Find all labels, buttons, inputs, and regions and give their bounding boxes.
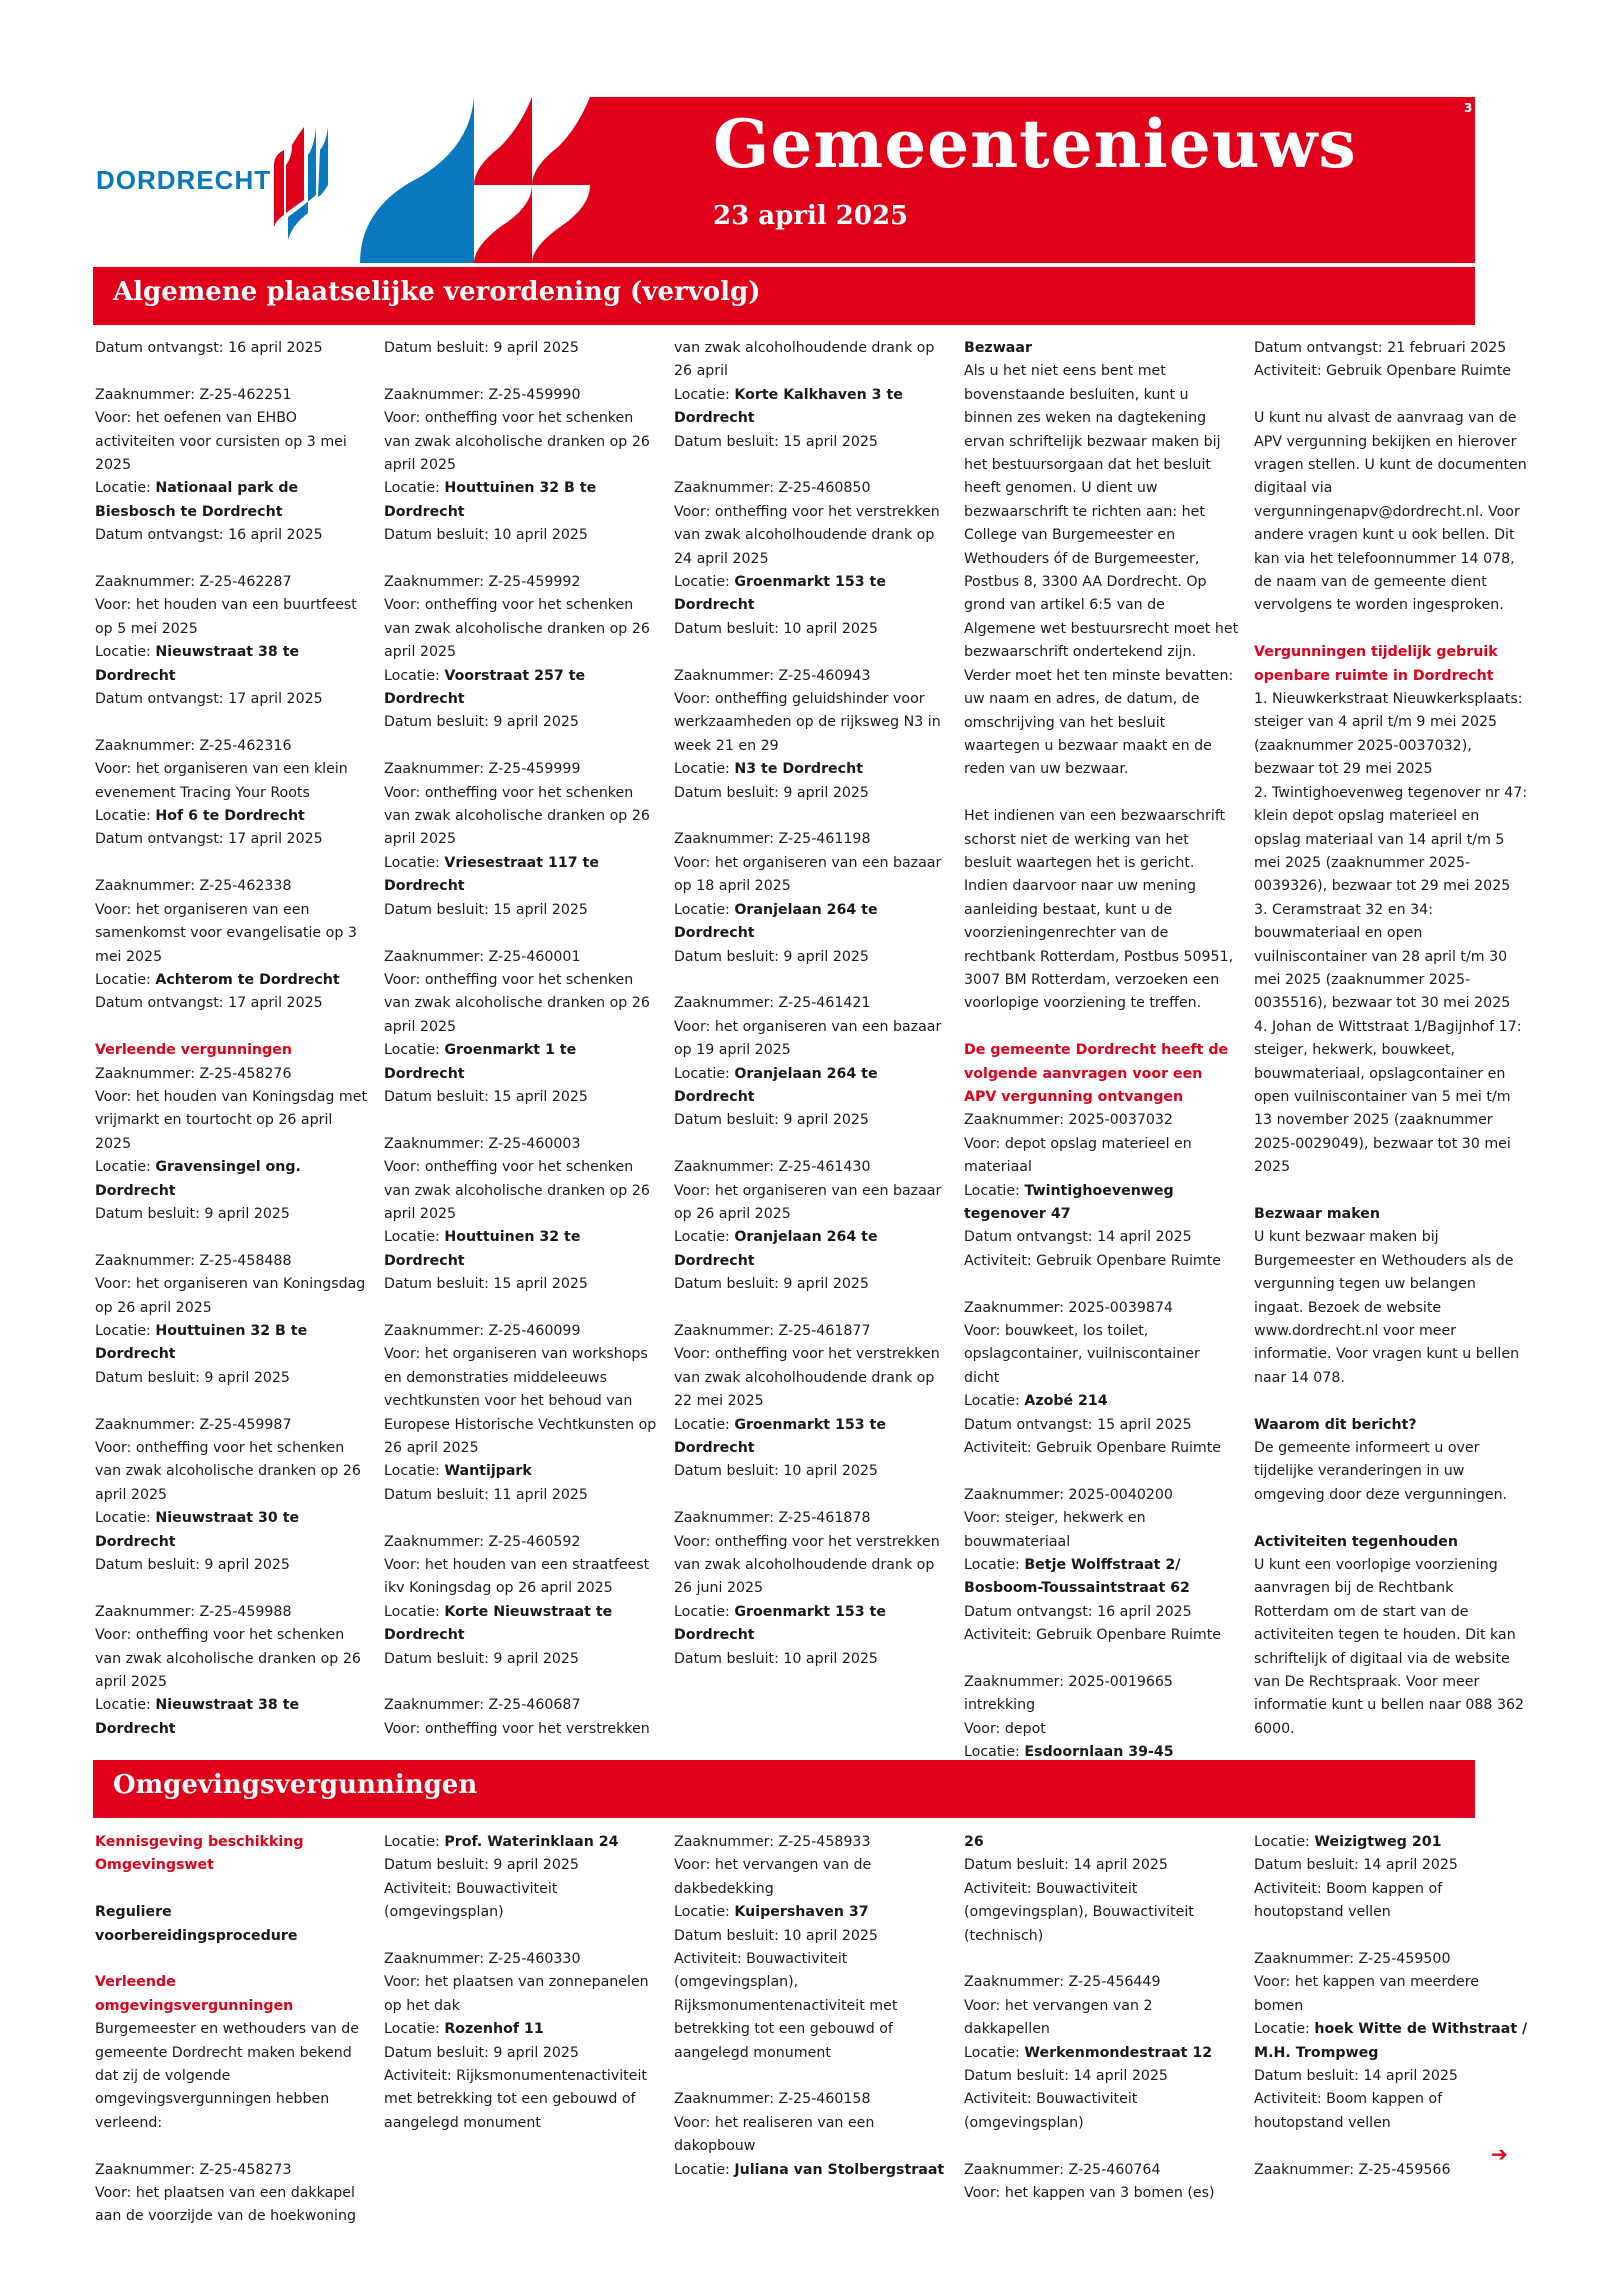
list-item [674, 2088, 949, 2182]
activiteit: Activiteit: Bouwactiviteit (omgevingsplan) [384, 1880, 558, 1921]
list-item: 3. Ceramstraat 32 en 34: bouwmateriaal en open vuilniscontainer van 28 april t/m 30 mei 2025 (zaaknummer 2025-0035516), bezwaar tot 30 mei 2025 [1254, 901, 1511, 1012]
list-item [964, 2159, 1239, 2206]
datum: Datum ontvangst: 17 april 2025 [95, 831, 323, 848]
list-item [384, 1948, 659, 2135]
datum: Datum besluit: 9 april 2025 [95, 1369, 290, 1386]
locatie: Locatie: Gravensingel ong. Dordrecht [95, 1159, 301, 1199]
zaaknummer: Zaaknummer: Z-25-458273 [95, 2161, 292, 2178]
masthead-title: Gemeentenieuws [713, 105, 1357, 183]
list-item [95, 571, 370, 711]
voor: van zwak alcoholhoudende drank op 26 april [674, 340, 935, 380]
datum: Datum besluit: 15 april 2025 [674, 433, 878, 450]
zaaknummer: Zaaknummer: Z-25-460764 [964, 2161, 1161, 2178]
voor: Voor: bouwkeet, los toilet, opslagcontainer, vuilniscontainer dicht [964, 1323, 1200, 1386]
locatie: Locatie: Houttuinen 32 te Dordrecht [384, 1229, 581, 1269]
datum: Datum ontvangst: 15 april 2025 [964, 1416, 1192, 1433]
apv-column-1 [95, 337, 370, 1741]
list-item [674, 1156, 949, 1296]
voor: Voor: ontheffing voor het schenken van zwak alcoholische dranken op 26 april 2025 [95, 1627, 361, 1691]
list-item [964, 1971, 1239, 2135]
voor: Voor: het organiseren van een bazaar op 26 april 2025 [674, 1182, 942, 1222]
intro-text: Burgemeester en wethouders van de gemeente Dordrecht maken bekend dat zij de volgende omgevingsvergunningen hebben verleend: [95, 2021, 359, 2131]
voor: Voor: ontheffing voor het verstrekken [384, 1720, 650, 1737]
activiteit: Activiteit: Bouwactiviteit (omgevingsplan) [964, 2091, 1138, 2131]
voor: Voor: het realiseren van een dakopbouw [674, 2114, 875, 2155]
zaaknummer: Zaaknummer: Z-25-456449 [964, 1974, 1161, 1991]
section-header-apv [93, 267, 1475, 325]
locatie: Locatie: Betje Wolffstraat 2/ Bosboom-Toussaintstraat 62 [964, 1557, 1190, 1597]
datum: Datum besluit: 9 april 2025 [384, 1857, 579, 1874]
voor: Voor: het houden van een straatfeest ikv Koningsdag op 26 april 2025 [384, 1557, 650, 1597]
voor: Voor: ontheffing voor het verstrekken van zwak alcoholhoudende drank op 22 mei 2025 [674, 1346, 940, 1410]
zaaknummer: Zaaknummer: Z-25-461198 [674, 831, 871, 848]
locatie: Locatie: Nieuwstraat 30 te Dordrecht [95, 1510, 300, 1550]
list-item: 4. Johan de Wittstraat 1/Bagijnhof 17: steiger, hekwerk, bouwkeet, bouwmateriaal, opslagcontainer en open vuilniscontainer van 5 mei t/m 13 november 2025 (zaaknummer 2025-0029049), bezwaar tot 30 mei 2025 [1254, 1018, 1522, 1176]
voor: Voor: steiger, hekwerk en bouwmateriaal [964, 1510, 1146, 1550]
datum: Datum ontvangst: 16 april 2025 [95, 527, 323, 544]
datum: Datum ontvangst: 17 april 2025 [95, 691, 323, 708]
locatie: Locatie: Weizigtweg 201 [1254, 1834, 1442, 1850]
locatie: Locatie: Houttuinen 32 B te Dordrecht [384, 480, 597, 520]
subheading-verleende-omgevingsvergunningen: Verleende omgevingsvergunningen [95, 1974, 294, 2014]
datum: Datum ontvangst: 14 april 2025 [964, 1229, 1192, 1246]
zaaknummer: Zaaknummer: Z-25-458933 [674, 1834, 871, 1850]
section-header-omgevingsvergunningen [93, 1760, 1475, 1818]
zaaknummer: Zaaknummer: Z-25-459988 [95, 1603, 292, 1620]
zaaknummer: Zaaknummer: Z-25-459990 [384, 386, 581, 403]
activiteit: Activiteit: Gebruik Openbare Ruimte [964, 1440, 1222, 1457]
datum: Datum besluit: 9 april 2025 [674, 948, 869, 965]
list-item [384, 1133, 659, 1297]
locatie: Locatie: Werkenmondestraat 12 [964, 2044, 1213, 2061]
datum: Datum besluit: 9 april 2025 [384, 1650, 579, 1667]
subheading-procedure: Reguliere voorbereidingsprocedure [95, 1904, 298, 1944]
locatie: Locatie: Korte Nieuwstraat te Dordrecht [384, 1603, 613, 1644]
list-item [964, 1109, 1239, 1273]
voor: Voor: het plaatsen van een dakkapel aan de voorzijde van de hoekwoning [95, 2185, 356, 2225]
datum: Datum besluit: 10 april 2025 [384, 527, 588, 544]
activiteit: Activiteit: Gebruik Openbare Ruimte [964, 1627, 1222, 1644]
voor: Voor: het organiseren van een bazaar op 18 april 2025 [674, 854, 942, 895]
datum: Datum besluit: 9 april 2025 [384, 2044, 579, 2061]
info-text: U kunt nu alvast de aanvraag van de APV vergunning bekijken en hierover vragen stellen. U kunt de documenten digitaal via vergunningenapv@dordrecht.nl. Voor andere vragen kunt u ook bellen. Dit kan via het telefoonnummer 14 078, de naam van de gemeente dient vervolgens te worden ingesproken. [1254, 410, 1527, 614]
locatie: Locatie: Groenmarkt 153 te Dordrecht [674, 1603, 886, 1644]
datum: Datum ontvangst: 16 april 2025 [964, 1603, 1192, 1620]
locatie: Locatie: Voorstraat 257 te Dordrecht [384, 667, 586, 708]
voor: Voor: het kappen van meerdere bomen [1254, 1974, 1479, 2014]
voor: Voor: het organiseren van een klein evenement Tracing Your Roots [95, 761, 348, 801]
voor: Voor: het houden van een buurtfeest op 5 mei 2025 [95, 597, 357, 637]
list-item [674, 828, 949, 968]
zaaknummer: Zaaknummer: Z-25-461878 [674, 1510, 871, 1527]
list-item [674, 477, 949, 641]
activiteit: Activiteit: Rijksmonumentenactiviteit met betrekking tot een gebouwd of aangelegd monument [384, 2068, 647, 2131]
zaaknummer: Zaaknummer: Z-25-460003 [384, 1135, 581, 1152]
list-item: 1. Nieuwkerkstraat Nieuwkerksplaats: steiger van 4 april t/m 9 mei 2025 (zaaknummer 2025-0037032), bezwaar tot 29 mei 2025 [1254, 691, 1523, 778]
list-item [674, 1320, 949, 1484]
list-item [384, 384, 659, 548]
subheading-bezwaar: Bezwaar [964, 340, 1032, 356]
list-item [1254, 1831, 1529, 1925]
page-number: 3 [1464, 101, 1473, 115]
list-item [384, 758, 659, 922]
datum: Datum ontvangst: 17 april 2025 [95, 995, 323, 1012]
datum: Datum besluit: 9 april 2025 [95, 1557, 290, 1574]
voor: Voor: ontheffing voor het schenken van zwak alcoholische dranken op 26 april 2025 [384, 597, 650, 661]
voor: Voor: het vervangen van 2 dakkapellen [964, 1997, 1153, 2038]
zaaknummer: Zaaknummer: Z-25-460850 [674, 480, 871, 497]
list-item [95, 1414, 370, 1578]
locatie: Locatie: Wantijpark [384, 1463, 532, 1480]
zaaknummer: Zaaknummer: 2025-0037032 [964, 1112, 1173, 1129]
zaaknummer: Zaaknummer: Z-25-460158 [674, 2091, 871, 2108]
voor: Voor: het organiseren van een bazaar op 19 april 2025 [674, 1018, 942, 1059]
list-item [674, 665, 949, 805]
locatie: Locatie: Azobé 214 [964, 1393, 1108, 1410]
omgeving-column-1 [95, 1831, 370, 2229]
locatie: Locatie: Achterom te Dordrecht [95, 971, 340, 988]
voor: Voor: ontheffing voor het schenken van zwak alcoholische dranken op 26 april 2025 [384, 1159, 650, 1222]
subheading-kennisgeving: Kennisgeving beschikking Omgevingswet [95, 1834, 304, 1874]
voor: Voor: ontheffing voor het verstrekken van zwak alcoholhoudende drank op 24 april 2025 [674, 503, 940, 567]
omgeving-column-3 [674, 1831, 949, 2182]
datum: Datum besluit: 9 april 2025 [674, 1112, 869, 1129]
subheading-verleende-vergunningen: Verleende vergunningen [95, 1042, 292, 1059]
locatie: Locatie: Nieuwstraat 38 te Dordrecht [95, 644, 300, 684]
voor: Voor: het vervangen van de dakbedekking [674, 1857, 872, 1897]
zaaknummer: Zaaknummer: Z-25-459999 [384, 761, 581, 778]
datum: Datum besluit: 10 april 2025 [674, 1463, 878, 1480]
locatie: Locatie: Korte Kalkhaven 3 te Dordrecht [674, 386, 903, 427]
zaaknummer: Zaaknummer: Z-25-458276 [95, 1065, 292, 1082]
locatie: Locatie: Esdoornlaan 39-45 [964, 1744, 1174, 1761]
list-item [384, 1531, 659, 1671]
subheading-apv-aanvragen: De gemeente Dordrecht heeft de volgende aanvragen voor een APV vergunning ontvangen [964, 1042, 1229, 1105]
list-item [384, 1831, 659, 1925]
bezwaar-text: Als u het niet eens bent met bovenstaande besluiten, kunt u binnen zes weken na dagtekening ervan schriftelijk bezwaar maken bij het bestuursorgaan dat het besluit heeft genomen. U dient uw bezwaarschrift te richten aan: het College van Burgemeester en Wethouders óf de Burgemeester, Postbus 8, 3300 AA Dordrecht. Op grond van artikel 6:5 van de Algemene wet bestuursrecht moet het bezwaarschrift ondertekend zijn. Verder moet het ten minste bevatten: uw naam en adres, de datum, de omschrijving van het besluit waartegen u bezwaar maakt en de reden van uw bezwaar. [964, 363, 1239, 778]
voor: Voor: ontheffing voor het schenken van zwak alcoholische dranken op 26 april 2025 [95, 1439, 361, 1503]
zaaknummer: Zaaknummer: Z-25-460687 [384, 1697, 581, 1714]
list-item [384, 571, 659, 735]
list-item [95, 1250, 370, 1390]
subheading-bezwaar-maken: Bezwaar maken [1254, 1205, 1381, 1222]
datum: Datum ontvangst: 21 februari 2025 [1254, 340, 1507, 356]
datum: Datum besluit: 9 april 2025 [384, 340, 579, 356]
locatie: Locatie: Prof. Waterinklaan 24 [384, 1834, 619, 1850]
list-item: 2. Twintighoevenweg tegenover nr 47: klein depot opslag materieel en opslag materiaal van 14 april t/m 5 mei 2025 (zaaknummer 2025-0039326), bezwaar tot 29 mei 2025 [1254, 784, 1528, 895]
zaaknummer: Zaaknummer: Z-25-461877 [674, 1322, 871, 1339]
locatie: Locatie: Twintighoevenweg tegenover 47 [964, 1182, 1174, 1222]
list-item [95, 384, 370, 548]
datum: Datum besluit: 14 april 2025 [964, 2068, 1168, 2085]
list-item [964, 1297, 1239, 1461]
list-item [95, 1601, 370, 1741]
logo-mark-icon [272, 125, 342, 240]
locatie: Locatie: Groenmarkt 153 te Dordrecht [674, 1416, 886, 1456]
voor: Voor: het plaatsen van zonnepanelen op het dak [384, 1974, 649, 2014]
activiteit: Activiteit: Gebruik Openbare Ruimte [1254, 363, 1512, 380]
omgeving-column-4 [964, 1831, 1239, 2205]
locatie: Locatie: Houttuinen 32 B te Dordrecht [95, 1322, 308, 1363]
activiteit: Activiteit: Bouwactiviteit (omgevingsplan), Bouwactiviteit (technisch) [964, 1880, 1194, 1944]
list-item [964, 1831, 1239, 1948]
voor: Voor: ontheffing voor het schenken van zwak alcoholische dranken op 26 april 2025 [384, 410, 650, 474]
locatie: Locatie: Rozenhof 11 [384, 2021, 544, 2038]
zaaknummer: Zaaknummer: 2025-0040200 [964, 1486, 1173, 1503]
apv-column-5 [1254, 337, 1529, 1741]
voor: Voor: ontheffing voor het schenken van zwak alcoholische dranken op 26 april 2025 [384, 971, 650, 1035]
omgeving-column-5 [1254, 1831, 1529, 2182]
locatie: Locatie: Vriesestraat 117 te Dordrecht [384, 854, 599, 895]
zaaknummer: Zaaknummer: Z-25-461421 [674, 995, 871, 1012]
locatie: Locatie: hoek Witte de Withstraat / M.H. Trompweg [1254, 2021, 1528, 2061]
locatie: Locatie: Oranjelaan 264 te Dordrecht [674, 1065, 878, 1105]
bezwaar-text-2: Het indienen van een bezwaarschrift schorst niet de werking van het besluit waartegen het is gericht. Indien daarvoor naar uw mening aanleiding bestaat, kunt u de voorzieningenrechter van de rechtbank Rotterdam, Postbus 50951, 3007 BM Rotterdam, verzoeken een voorlopige voorziening te treffen. [964, 808, 1234, 1012]
datum: Datum besluit: 14 april 2025 [1254, 1857, 1458, 1874]
voor: Voor: ontheffing voor het verstrekken van zwak alcoholhoudende drank op 26 juni 2025 [674, 1533, 940, 1597]
tegenhouden-text: U kunt een voorlopige voorziening aanvragen bij de Rechtbank Rotterdam om de start van de activiteiten tegen te houden. Dit kan schriftelijk of digitaal via de website van De Rechtspraak. Voor meer informatie kunt u bellen naar 088 362 6000. [1254, 1557, 1525, 1737]
datum: Datum besluit: 15 april 2025 [384, 1088, 588, 1105]
list-item [95, 1063, 370, 1227]
apv-column-4 [964, 337, 1239, 1765]
zaaknummer: Zaaknummer: Z-25-460330 [384, 1951, 581, 1968]
datum: Datum besluit: 15 april 2025 [384, 1276, 588, 1293]
list-item [674, 992, 949, 1132]
issue-date: 23 april 2025 [713, 201, 909, 231]
apv-column-2 [384, 337, 659, 1741]
zaaknummer: Zaaknummer: Z-25-459500 [1254, 1951, 1451, 1968]
zaaknummer: Zaaknummer: Z-25-459987 [95, 1416, 292, 1433]
locatie: Locatie: N3 te Dordrecht [674, 761, 863, 778]
zaaknummer: Zaaknummer: Z-25-460001 [384, 948, 581, 965]
list-item [95, 2159, 370, 2229]
zaaknummer: Zaaknummer: Z-25-458488 [95, 1252, 292, 1269]
datum: Datum besluit: 10 april 2025 [674, 1650, 878, 1667]
zaaknummer: Zaaknummer: Z-25-462287 [95, 574, 292, 591]
locatie: Locatie: Juliana van Stolbergstraat [674, 2161, 945, 2178]
subheading-waarom: Waarom dit bericht? [1254, 1416, 1417, 1433]
voor: Voor: ontheffing geluidshinder voor werkzaamheden op de rijksweg N3 in week 21 en 29 [674, 691, 941, 754]
omgeving-column-2 [384, 1831, 659, 2135]
voor: Voor: het organiseren van een samenkomst voor evangelisatie op 3 mei 2025 [95, 901, 357, 965]
locatie: 26 [964, 1834, 984, 1850]
subheading-tegenhouden: Activiteiten tegenhouden [1254, 1533, 1458, 1550]
waarom-text: De gemeente informeert u over tijdelijke veranderingen in uw omgeving door deze vergunningen. [1254, 1440, 1508, 1503]
bezwaar-maken-text: U kunt bezwaar maken bij Burgemeester en Wethouders als de vergunning tegen uw belangen ingaat. Bezoek de website www.dordrecht.nl voor meer informatie. Voor vragen kunt u bellen naar 14 078. [1254, 1229, 1520, 1386]
datum: Datum besluit: 15 april 2025 [384, 901, 588, 918]
locatie: Locatie: Oranjelaan 264 te Dordrecht [674, 1229, 878, 1269]
zaaknummer: Zaaknummer: 2025-0039874 [964, 1299, 1173, 1316]
section-title: Omgevingsvergunningen [113, 1770, 478, 1800]
masthead [697, 97, 1475, 263]
logo-text: DORDRECHT [96, 165, 272, 195]
next-page-arrow-icon[interactable]: ➔ [1491, 2142, 1508, 2166]
list-item [674, 1507, 949, 1671]
list-item [964, 1484, 1239, 1648]
list-item [1254, 1948, 1529, 2135]
datum: Datum besluit: 9 april 2025 [95, 1205, 290, 1222]
list-item [384, 1320, 659, 1507]
voor: Voor: het organiseren van workshops en demonstraties middeleeuws vechtkunsten voor het behoud van Europese Historische Vechtkunsten op 26 april 2025 [384, 1346, 657, 1456]
datum: Datum besluit: 14 april 2025 [1254, 2068, 1458, 2085]
datum: Datum besluit: 10 april 2025 [674, 620, 878, 637]
locatie: Locatie: Groenmarkt 153 te Dordrecht [674, 574, 886, 614]
zaaknummer: Zaaknummer: Z-25-459992 [384, 574, 581, 591]
activiteit: Activiteit: Boom kappen of houtopstand vellen [1254, 1880, 1443, 1921]
activiteit: Activiteit: Bouwactiviteit (omgevingsplan), Rijksmonumentenactiviteit met betrekking tot een gebouwd of aangelegd monument [674, 1951, 898, 2061]
list-item [674, 384, 949, 454]
activiteit: Activiteit: Gebruik Openbare Ruimte [964, 1252, 1222, 1269]
datum: Datum ontvangst: 16 april 2025 [95, 340, 323, 356]
datum: Datum besluit: 9 april 2025 [674, 784, 869, 801]
list-item [384, 1694, 659, 1741]
zaaknummer: Zaaknummer: Z-25-460943 [674, 667, 871, 684]
list-item [674, 1831, 949, 2065]
section-title: Algemene plaatselijke verordening (vervolg) [113, 277, 761, 307]
list-item [384, 946, 659, 1110]
zaaknummer: Zaaknummer: 2025-0019665 intrekking [964, 1674, 1173, 1714]
voor: Voor: het organiseren van Koningsdag op 26 april 2025 [95, 1276, 366, 1316]
dordrecht-logo [96, 125, 356, 240]
datum: Datum besluit: 9 april 2025 [674, 1276, 869, 1293]
locatie: Locatie: Nationaal park de Biesbosch te Dordrecht [95, 480, 299, 520]
locatie: Locatie: Oranjelaan 264 te Dordrecht [674, 901, 878, 942]
zaaknummer: Zaaknummer: Z-25-461430 [674, 1159, 871, 1176]
locatie: Locatie: Groenmarkt 1 te Dordrecht [384, 1042, 577, 1082]
zaaknummer: Zaaknummer: Z-25-462338 [95, 878, 292, 895]
zaaknummer: Zaaknummer: Z-25-460099 [384, 1322, 581, 1339]
voor: Voor: het oefenen van EHBO activiteiten voor cursisten op 3 mei 2025 [95, 410, 347, 474]
voor: Voor: het houden van Koningsdag met vrijmarkt en tourtocht op 26 april 2025 [95, 1088, 368, 1152]
datum: Datum besluit: 14 april 2025 [964, 1857, 1168, 1874]
apv-column-3 [674, 337, 949, 1671]
locatie: Locatie: Kuipershaven 37 [674, 1904, 869, 1921]
voor: Voor: ontheffing voor het schenken van zwak alcoholische dranken op 26 april 2025 [384, 784, 650, 848]
activiteit: Activiteit: Boom kappen of houtopstand vellen [1254, 2091, 1443, 2131]
list-item [95, 735, 370, 852]
datum: Datum besluit: 11 april 2025 [384, 1486, 588, 1503]
zaaknummer: Zaaknummer: Z-25-462251 [95, 386, 292, 403]
list-item [964, 1671, 1239, 1765]
list-item [95, 875, 370, 1015]
voor: Voor: depot [964, 1720, 1046, 1737]
datum: Datum besluit: 10 april 2025 [674, 1927, 878, 1944]
voor: Voor: depot opslag materieel en materiaal [964, 1135, 1192, 1176]
voor: Voor: het kappen van 3 bomen (es) [964, 2185, 1215, 2202]
zaaknummer: Zaaknummer: Z-25-459566 [1254, 2161, 1451, 2178]
zaaknummer: Zaaknummer: Z-25-462316 [95, 737, 292, 754]
locatie: Locatie: Nieuwstraat 38 te Dordrecht [95, 1697, 300, 1737]
datum: Datum besluit: 9 april 2025 [384, 714, 579, 731]
locatie: Locatie: Hof 6 te Dordrecht [95, 808, 305, 825]
subheading-tijdelijk-gebruik: Vergunningen tijdelijk gebruik openbare ruimte in Dordrecht [1254, 644, 1498, 684]
header-sail-graphic [360, 97, 700, 263]
zaaknummer: Zaaknummer: Z-25-460592 [384, 1533, 581, 1550]
